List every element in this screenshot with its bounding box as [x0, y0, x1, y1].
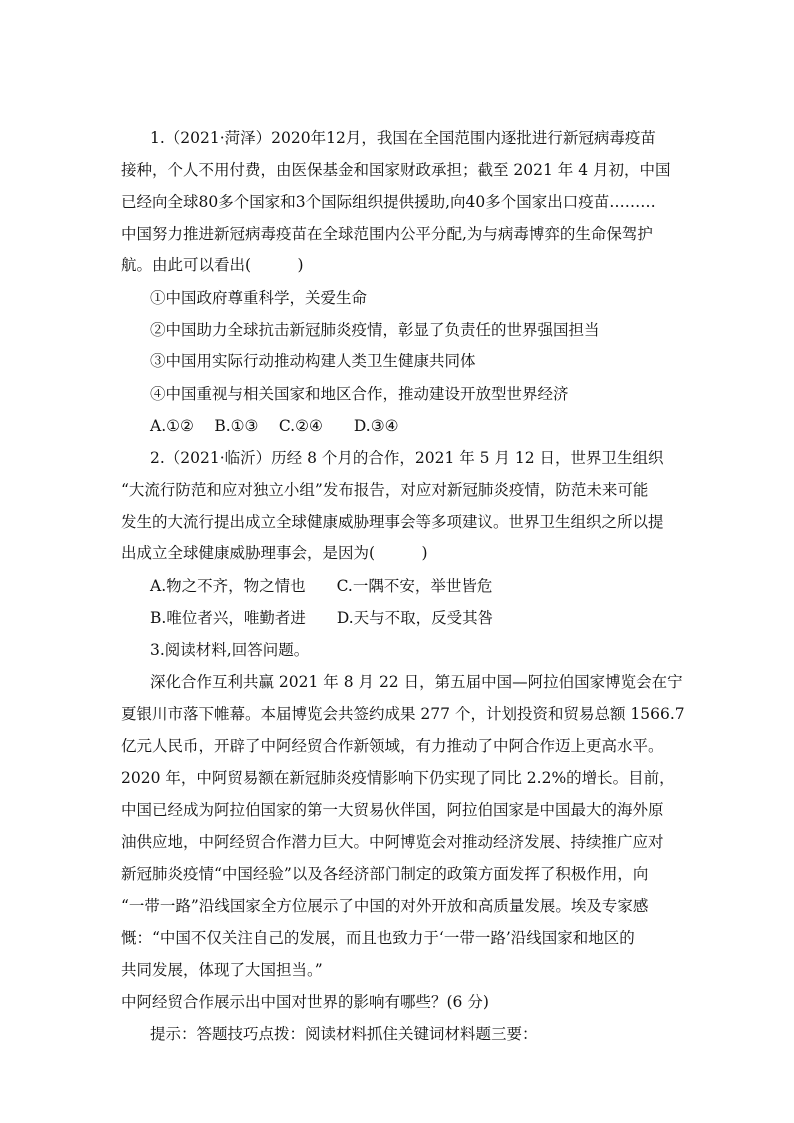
q2-line-2: “大流行防范和应对独立小组”发布报告，对应对新冠肺炎疫情，防范未来可能: [121, 481, 649, 499]
q1-statement-3: ③中国用实际行动推动构建人类卫生健康共同体: [150, 352, 476, 370]
q3-material-line-8: “一带一路”沿线国家全方位展示了中国的对外开放和高质量发展。埃及专家感: [121, 897, 649, 915]
q3-material-line-9: 慨：“中国不仅关注自己的发展，而且也致力于‘一带一路’沿线国家和地区的: [121, 929, 635, 947]
q3-hint: 提示：答题技巧点拨：阅读材料抓住关键词材料题三要：: [150, 1025, 538, 1043]
q2-line-3: 发生的大流行提出成立全球健康威胁理事会等多项建议。世界卫生组织之所以提: [121, 513, 664, 531]
q1-line-5: 航。由此可以看出( ): [121, 256, 304, 274]
q1-line-1: 1.（2021·菏泽）2020年12月，我国在全国范围内逐批进行新冠病毒疫苗: [150, 129, 656, 147]
q2-options-1: A.物之不齐，物之情也 C.一隅不安，举世皆危: [150, 577, 493, 595]
q1-statement-4: ④中国重视与相关国家和地区合作，推动建设开放型世界经济: [150, 385, 569, 403]
q2-line-1: 2.（2021·临沂）历经 8 个月的合作，2021 年 5 月 12 日，世界卫生组织: [150, 449, 664, 467]
q1-statement-1: ①中国政府尊重科学，关爱生命: [150, 289, 368, 307]
q3-material-line-7: 新冠肺炎疫情“中国经验”以及各经济部门制定的政策方面发挥了积极作用，向: [121, 865, 649, 883]
q3-heading: 3.阅读材料,回答问题。: [150, 641, 310, 659]
q2-line-4: 出成立全球健康威胁理事会，是因为( ): [121, 544, 428, 562]
q1-line-4: 中国努力推进新冠病毒疫苗在全球范围内公平分配,为与病毒博弈的生命保驾护: [121, 225, 653, 243]
q2-options-2: B.唯位者兴，唯勤者进 D.天与不取，反受其咎: [150, 609, 494, 627]
q3-material-line-4: 2020 年，中阿贸易额在新冠肺炎疫情影响下仍实现了同比 2.2%的增长。目前，: [121, 769, 675, 787]
q3-material-line-2: 夏银川市落下帷幕。本届博览会共签约成果 277 个，计划投资和贸易总额 1566.7: [121, 705, 685, 723]
q3-material-line-5: 中国已经成为阿拉伯国家的第一大贸易伙伴国，阿拉伯国家是中国最大的海外原: [121, 801, 664, 819]
q3-material-line-3: 亿元人民币，开辟了中阿经贸合作新领域，有力推动了中阿合作迈上更高水平。: [121, 737, 664, 755]
q3-material-line-1: 深化合作互利共赢 2021 年 8 月 22 日，第五届中国—阿拉伯国家博览会在宁: [150, 673, 683, 691]
q1-line-3: 已经向全球80多个国家和3个国际组织提供援助,向40多个国家出口疫苗………: [121, 193, 656, 211]
q1-line-2: 接种，个人不用付费，由医保基金和国家财政承担；截至 2021 年 4 月初，中国: [121, 161, 671, 179]
q3-material-line-10: 共同发展，体现了大国担当。”: [121, 961, 323, 979]
q1-options: A.①② B.①③ C.②④ D.③④: [150, 417, 399, 435]
q3-material-line-6: 油供应地，中阿经贸合作潜力巨大。中阿博览会对推动经济发展、持续推广应对: [121, 833, 664, 851]
q1-statement-2: ②中国助力全球抗击新冠肺炎疫情，彰显了负责任的世界强国担当: [150, 321, 600, 339]
q3-question: 中阿经贸合作展示出中国对世界的影响有哪些？(6 分): [121, 993, 489, 1011]
